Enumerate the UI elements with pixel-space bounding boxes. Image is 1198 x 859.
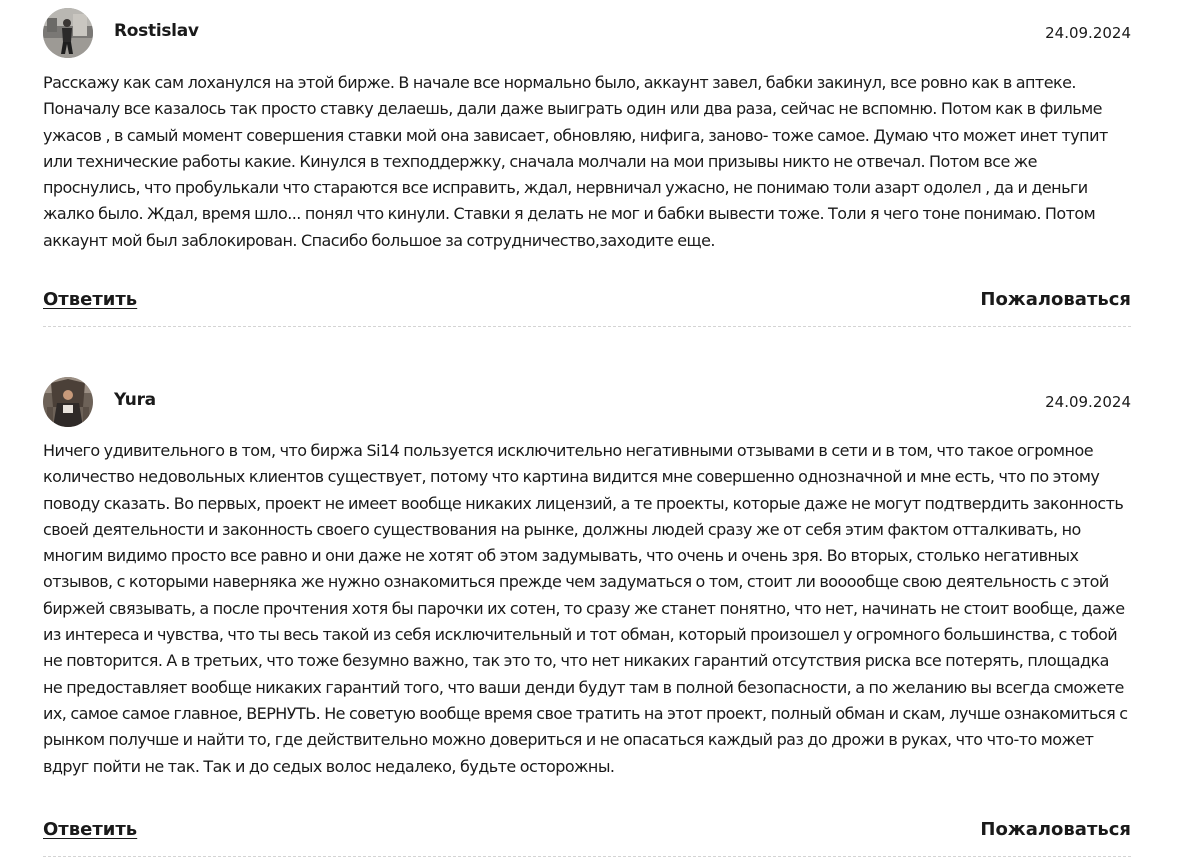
comment-text: Расскажу как сам лоханулся на этой бирже. В начале все нормально было, аккаунт завел, бабки закинул, все ровно как в аптеке. Поначалу все казалось так просто ставку делаешь, дали даже выиграть один или два раза, сейчас не вспомню. Потом как в фильме ужасов , в самый момент совершения ставки мой она зависает, обновляю, нифига, заново- тоже самое. Думаю что может инет тупит или технические работы какие. Кинулся в техподдержку, сначала молчали на мои призывы никто не отвечал. Потом все же проснулись, что пробулькали что стараются все исправить, ждал, нервничал ужасно, не понимаю толи азарт одолел , да и деньги жалко было. Ждал, время шло... понял что кинули. Ставки я делать не мог и бабки вывести тоже. Толи я чего тоне понимаю. Потом аккаунт мой был заблокирован. Спасибо большое за сотрудничество,заходите еще. xyxy=(43,73,1108,250)
comment-actions xyxy=(43,816,1131,857)
comment-author: Yura xyxy=(114,390,156,410)
comment-item xyxy=(43,377,1131,857)
comment-header xyxy=(43,8,1131,58)
comment-actions xyxy=(43,286,1131,327)
complain-button[interactable]: Пожаловаться xyxy=(980,818,1131,840)
user-photo-icon[interactable] xyxy=(43,377,93,427)
comment-text: Ничего удивительного в том, что биржа Si14 пользуется исключительно негативными отзывами в сети и в том, что такое огромное количество недовольных клиентов существует, потому что картина видится мне совершенно однозначной и мне есть, что по этому поводу сказать. Во первых, проект не имеет вообще никаких лицензий, а те проекты, которые даже не могут подтвердить законность своей деятельности и законность своего существования на рынке, должны людей сразу же от себя этим фактом отталкивать, но многим видимо просто все равно и они даже не хотят об этом задумывать, что очень и очень зря. Во вторых, столько негативных отзывов, с которыми наверняка же нужно ознакомиться прежде чем задуматься о том, стоит ли вооообще свою деятельность с этой биржей связывать, а после прочтения хотя бы парочки их сотен, то сразу же станет понятно, что нет, начинать не стоит вообще, даже из интереса и чувства, что ты весь такой из себя исключительный и тот обман, который произошел у огромного большинства, с тобой не повторится. А в третьих, что тоже безумно важно, так это то, что нет никаких гарантий отсутствия риска все потерять, площадка не предоставляет вообще никаких гарантий того, что ваши денди будут там в полной безопасности, а по желанию вы всегда сможете их, самое самое главное, ВЕРНУТЬ. Не советую вообще время свое тратить на этот проект, полный обман и скам, лучше ознакомиться с рынком получше и найти то, где действительно можно довериться и не опасаться каждый раз до дрожи в руках, что что-то может вдруг пойти не так. Так и до седых волос недалеко, будьте осторожны. xyxy=(43,441,1128,776)
comment-header xyxy=(43,377,1131,427)
comment-date: 24.09.2024 xyxy=(1045,24,1131,42)
user-photo-icon[interactable] xyxy=(43,8,93,58)
reply-button[interactable]: Ответить xyxy=(43,818,138,840)
reply-button[interactable]: Ответить xyxy=(43,289,138,311)
complain-button[interactable]: Пожаловаться xyxy=(980,289,1131,311)
comment-item xyxy=(43,8,1131,327)
comment-date: 24.09.2024 xyxy=(1045,393,1131,411)
comment-author: Rostislav xyxy=(114,21,199,41)
